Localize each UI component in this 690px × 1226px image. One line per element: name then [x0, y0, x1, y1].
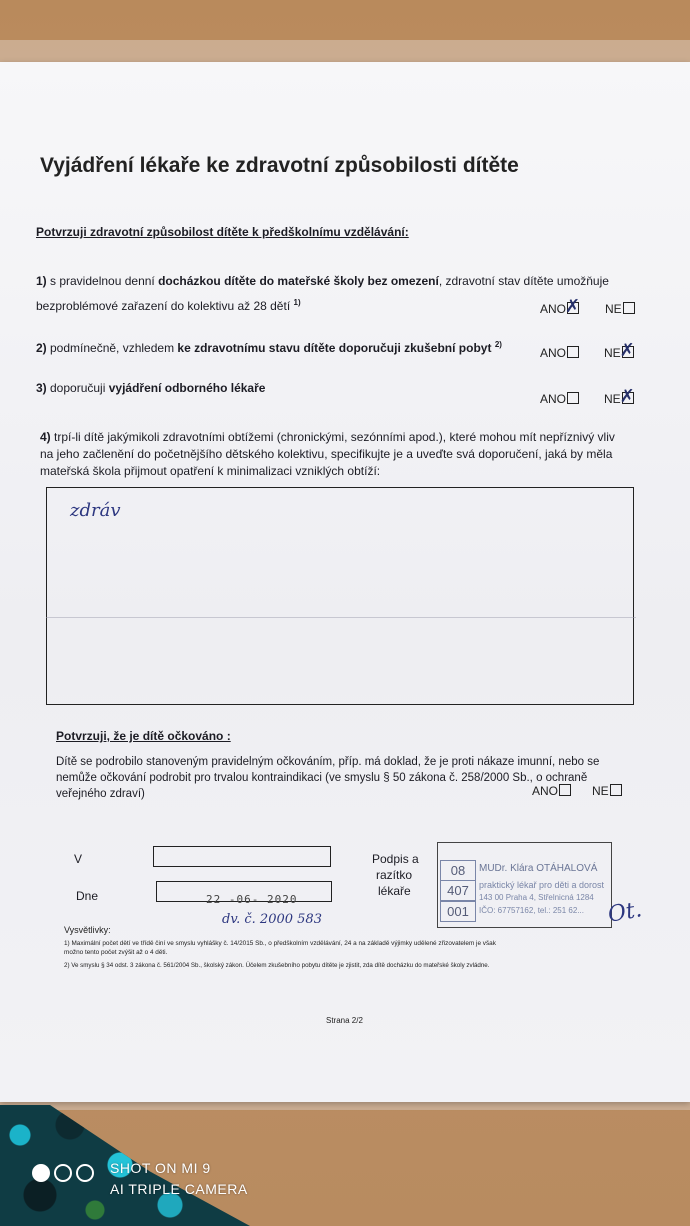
item4-num: 4)	[40, 430, 51, 444]
vaccine-ano-label: ANO	[532, 784, 559, 798]
item2-line	[36, 337, 502, 356]
item3-pre: doporučuji	[46, 381, 109, 395]
vaccine-ne-checkbox[interactable]	[610, 784, 622, 796]
item4-line3: mateřská škola přijmout opatření k minimalizaci vzniklých obtíží:	[40, 464, 381, 478]
item2-ano-option	[540, 346, 579, 360]
vaccine-ne-label: NE	[592, 784, 609, 798]
item2-ne-checkbox[interactable]	[619, 340, 635, 361]
item2-ano-checkbox[interactable]	[567, 346, 579, 358]
vaccine-ano-option	[532, 784, 571, 798]
x-mark-icon: ✗	[619, 386, 635, 407]
item1-ano-checkbox[interactable]	[565, 296, 581, 317]
page-number: Strana 2/2	[326, 1016, 363, 1025]
item3-ano-checkbox[interactable]	[567, 392, 579, 404]
watermark-line2: AI TRIPLE CAMERA	[110, 1181, 248, 1197]
item3-ne-label: NE	[604, 392, 621, 406]
item3-num: 3)	[36, 381, 47, 395]
footnote-1b: možno tento počet zvýšit až o 4 děti.	[64, 949, 168, 956]
item4-line1	[40, 430, 615, 445]
vaccine-line1: Dítě se podrobilo stanoveným pravidelným očkováním, příp. má doklad, že je proti nákaze imunní, nebo se	[56, 756, 600, 768]
item1-num: 1)	[36, 274, 47, 288]
item2-num: 2)	[36, 341, 47, 355]
vaccine-line3: veřejného zdraví)	[56, 788, 145, 800]
item1-bold: docházkou dítěte do mateřské školy bez omezení	[158, 274, 439, 288]
section1-heading: Potvrzuji zdravotní způsobilost dítěte k předškolnímu vzdělávání:	[36, 225, 409, 239]
item1-line2-text: bezproblémové zařazení do kolektivu až 28 dětí	[36, 299, 291, 313]
form-page	[0, 62, 690, 1102]
item1-ne-label: NE	[605, 302, 622, 316]
item3-ano-label: ANO	[540, 392, 567, 406]
camera-lens-icon	[32, 1164, 50, 1182]
handwritten-health-note: zdráv	[70, 500, 121, 521]
stamp-specialty: praktický lékař pro děti a dorost	[479, 880, 605, 890]
item2-ne-option	[604, 340, 635, 361]
item1-line1	[36, 274, 609, 289]
footnotes-title: Vysvětlivky:	[64, 925, 111, 935]
item3-bold: vyjádření odborného lékaře	[108, 381, 266, 395]
item1-ano-option	[540, 296, 581, 317]
item1-ne-checkbox[interactable]	[623, 302, 635, 314]
footnote-2: 2) Ve smyslu § 34 odst. 3 zákona č. 561/2004 Sb., školský zákon. Účelem zkušebního pobytu dítěte je zjistit, zda dítě docházku do mateřské školy zvládne.	[64, 962, 490, 969]
vaccine-line2: nemůže očkování podrobit pro trvalou kontraindikaci (ve smyslu § 50 zákona č. 258/2000 Sb., o ochraně	[56, 772, 588, 784]
watermark-line1: SHOT ON MI 9	[110, 1160, 211, 1176]
item3-ne-option	[604, 386, 635, 407]
item1-pre: s pravidelnou denní	[46, 274, 159, 288]
x-mark-icon: ✗	[565, 296, 581, 317]
x-mark-icon: ✗	[619, 340, 635, 361]
doctor-signature: Ot.	[606, 897, 644, 928]
health-notes-box[interactable]	[46, 487, 634, 705]
camera-lens-icon	[76, 1164, 94, 1182]
item2-sup: 2)	[494, 340, 502, 349]
camera-lens-icon	[54, 1164, 72, 1182]
item2-ano-label: ANO	[540, 346, 567, 360]
stamp-cell-2: 407	[440, 880, 476, 901]
item1-ne-option	[605, 302, 635, 316]
v-field[interactable]	[153, 846, 331, 867]
dne-label: Dne	[76, 889, 99, 903]
stamp-contact: IČO: 67757162, tel.: 251 62...	[479, 906, 584, 915]
item1-line2	[36, 295, 301, 314]
item2-pre: podmínečně, vzhledem	[46, 341, 178, 355]
stamp-cell-3: 001	[440, 901, 476, 922]
item2-ne-label: NE	[604, 346, 621, 360]
date-stamp: 22 -06- 2020	[206, 893, 298, 906]
podpis-label-3: lékaře	[378, 884, 411, 898]
item3-ne-checkbox[interactable]	[619, 386, 635, 407]
podpis-label-1: Podpis a	[372, 852, 419, 866]
vaccine-ano-checkbox[interactable]	[559, 784, 571, 796]
footnote-1a: 1) Maximální počet dětí ve třídě činí ve smyslu vyhlášky č. 14/2015 Sb., o předškolním vzdělávání, 24 a na základě výjimky udělené zřizovatelem je však	[64, 940, 496, 947]
paper-fold	[46, 617, 636, 618]
handwritten-record-number: dv. č. 2000 583	[222, 912, 322, 927]
item1-post: , zdravotní stav dítěte umožňuje	[438, 274, 609, 288]
v-label: V	[74, 852, 83, 866]
podpis-label-2: razítko	[376, 868, 413, 882]
item2-bold: ke zdravotnímu stavu dítěte doporučuji zkušební pobyt	[177, 341, 492, 355]
page-title: Vyjádření lékaře ke zdravotní způsobilosti dítěte	[40, 154, 519, 177]
item1-ano-label: ANO	[540, 302, 567, 316]
item1-sup: 1)	[293, 298, 301, 307]
item4-line1-text: trpí-li dítě jakýmikoli zdravotními obtížemi (chronickými, sezónními apod.), které mohou mít nepříznivý vliv	[50, 430, 615, 444]
doctor-stamp	[440, 860, 608, 920]
item4-line2: na jeho začlenění do početnějšího dětského kolektivu, specifikujte je a uveďte svá doporučení, jaká by měla	[40, 447, 613, 461]
section2-heading: Potvrzuji, že je dítě očkováno :	[56, 729, 231, 743]
vaccine-ne-option	[592, 784, 622, 798]
item3-line	[36, 381, 265, 396]
stamp-doctor-name: MUDr. Klára OTÁHALOVÁ	[479, 863, 598, 874]
item3-ano-option	[540, 392, 579, 406]
stamp-address: 143 00 Praha 4, Střelnicná 1284	[479, 893, 594, 902]
stamp-cell-1: 08	[440, 860, 476, 881]
